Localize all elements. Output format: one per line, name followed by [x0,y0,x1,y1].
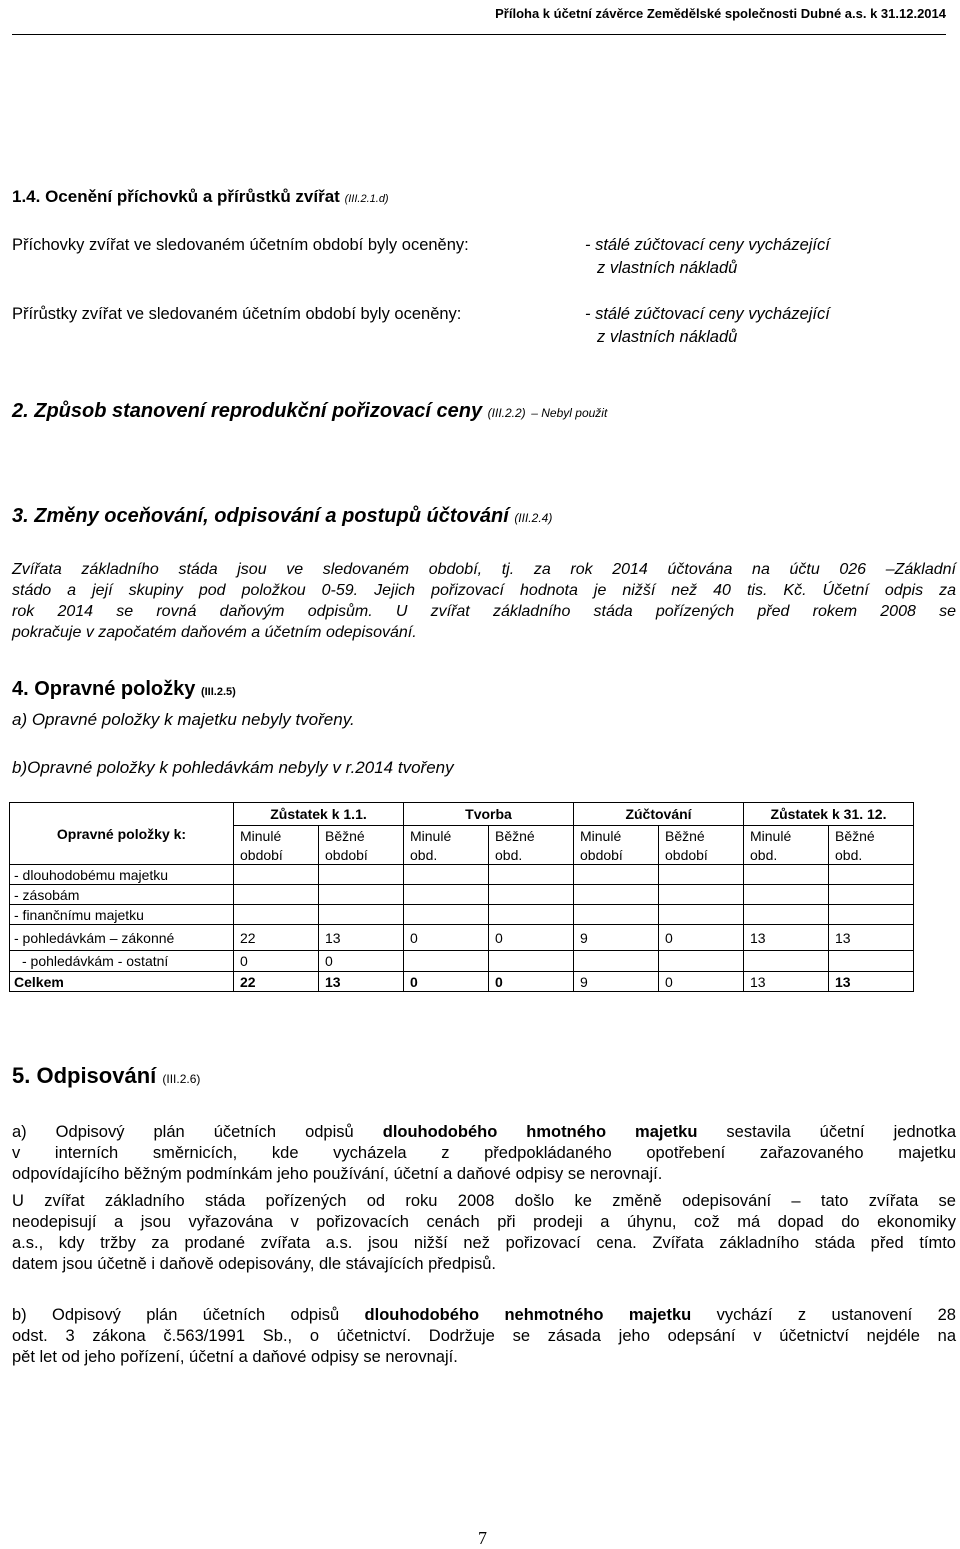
text-run: sestavila účetní jednotka [697,1123,956,1141]
row-label: Celkem [10,972,234,992]
section-4-a: a) Opravné položky k majetku nebyly tvořeny. [12,710,355,729]
table-cell: 0 [489,972,574,992]
page-header: Příloha k účetní závěrce Zemědělské společnosti Dubné a.s. k 31.12.2014 [495,6,946,21]
group-header: Tvorba [404,803,574,826]
section-5-heading [12,1063,200,1089]
table-cell [659,951,744,972]
sub-header: Minulé [234,826,319,846]
table-cell [404,885,489,905]
table-cell [744,885,829,905]
section-1-4-heading [12,187,389,207]
sub-header: Běžné [319,826,404,846]
sub-header: období [659,845,744,865]
sub-header: období [574,845,659,865]
table-cell [829,905,914,925]
table-cell: 13 [744,925,829,951]
table-cell: 0 [659,972,744,992]
table-corner: Opravné položky k: [10,803,234,865]
table-row [10,925,914,951]
row-label: - pohledávkám – zákonné [10,925,234,951]
section-5-paragraph-b [12,1305,956,1368]
sub-header: obd. [489,845,574,865]
para-line: U zvířat základního stáda pořízených od roku 2008 došlo ke změně odepisování – tato zvířata se [12,1192,956,1210]
allowances-table [9,802,914,992]
table-cell: 22 [234,972,319,992]
table-cell [319,905,404,925]
table-row [10,972,914,992]
page-number: 7 [478,1528,487,1548]
row-label: - finančnímu majetku [10,905,234,925]
group-header: Zůstatek k 1.1. [234,803,404,826]
table-cell [404,905,489,925]
para-line: odpovídajícího běžným podmínkám jeho používání, účetní a daňové odpisy se nerovnají. [12,1165,663,1183]
table-cell: 0 [234,951,319,972]
section-title: 5. Odpisování [12,1063,157,1088]
table-cell: 13 [829,972,914,992]
table-cell [234,885,319,905]
section-ref: (III.2.4) [514,511,553,525]
table-row [10,865,914,885]
sub-header: obd. [404,845,489,865]
section-note: – Nebyl použit [531,406,608,420]
section-ref: (III.2.6) [162,1072,201,1086]
group-header: Zúčtování [574,803,744,826]
para-line: pět let od jeho pořízení, účetní a daňové odpisy se nerovnají. [12,1348,458,1366]
table-cell [659,865,744,885]
row1-left: Příchovky zvířat ve sledovaném účetním období byly oceněny: [12,236,469,254]
table-cell: 0 [319,951,404,972]
section-title: 2. Způsob stanovení reprodukční pořizovací ceny [12,400,483,422]
group-header: Zůstatek k 31. 12. [744,803,914,826]
para-line: odst. 3 zákona č.563/1991 Sb., o účetnictví. Dodržuje se zásada jeho odepsání v účetnictví nejdéle na [12,1327,956,1345]
table-cell [829,885,914,905]
section-title: 4. Opravné položky [12,678,196,700]
table-cell: 13 [829,925,914,951]
table-cell [404,865,489,885]
table-row [10,951,914,972]
table-cell [744,951,829,972]
table-cell [319,885,404,905]
table-cell [829,865,914,885]
sub-header: Minulé [744,826,829,846]
sub-header: Běžné [659,826,744,846]
row2-left: Přírůstky zvířat ve sledovaném účetním období byly oceněny: [12,305,462,323]
table-cell: 13 [319,925,404,951]
table-cell: 9 [574,972,659,992]
table-header-row [10,803,914,826]
sub-header: Běžné [829,826,914,846]
row1-right-a: - stálé zúčtovací ceny vycházející [585,236,830,254]
section-3-heading [12,505,552,528]
section-2-heading [12,400,607,423]
para-line: neodepisují a jsou vyřazována v pořizovacích cenách při prodeji a úhynu, což má dopad do ekonomiky [12,1213,956,1231]
table-cell [744,905,829,925]
table-cell [489,865,574,885]
para-line [12,1122,956,1143]
text-run: b) Odpisový plán účetních odpisů [12,1306,365,1324]
para-line: pokračuje v započatém daňovém a účetním odepisování. [12,624,417,641]
table-cell: 22 [234,925,319,951]
row2-right-a: - stálé zúčtovací ceny vycházející [585,305,830,323]
table-cell [489,951,574,972]
section-title: 1.4. Ocenění příchovků a přírůstků zvířat [12,187,340,206]
section-4-b: b)Opravné položky k pohledávkám nebyly v r.2014 tvořeny [12,758,454,777]
bold-run: dlouhodobého hmotného majetku [382,1123,698,1141]
sub-header: obd. [829,845,914,865]
table-cell [659,885,744,905]
para-line: datem jsou účetně i daňově odepisovány, dle stávajících předpisů. [12,1255,496,1273]
para-line: v interních směrnicích, kde vycházela z předpokládaného opotřebení zařazovaného majetku [12,1144,956,1162]
sub-header: Běžné [489,826,574,846]
table-cell: 0 [489,925,574,951]
para-line [12,1305,956,1326]
text-run: vychází z ustanovení 28 [691,1306,956,1324]
row2-right-b: z vlastních nákladů [597,328,738,346]
sub-header: Minulé [574,826,659,846]
bold-run: dlouhodobého nehmotného majetku [364,1306,692,1324]
table-cell [659,905,744,925]
section-5-paragraph-main [12,1191,956,1275]
table-row [10,905,914,925]
para-line: stádo a její skupiny pod položkou 0-59. Jejich pořizovací hodnota je nižší než 40 tis. Kč. Účetní odpis za [12,582,956,599]
table-cell [829,951,914,972]
table-cell [319,865,404,885]
table-cell: 0 [659,925,744,951]
table-cell [489,905,574,925]
table-cell [404,951,489,972]
section-5-paragraph-a [12,1122,956,1185]
row-label: - pohledávkám - ostatní [10,951,234,972]
table-row [10,885,914,905]
table-cell: 0 [404,972,489,992]
table-cell [489,885,574,905]
table-cell [744,865,829,885]
row-label: - zásobám [10,885,234,905]
section-ref: (III.2.2) [487,406,526,420]
table-cell: 9 [574,925,659,951]
para-line: a.s., kdy tržby za prodané zvířata a.s. jsou nižší než pořizovací cena. Zvířata základního stáda před tímto [12,1234,956,1252]
section-ref: (III.2.5) [200,686,236,698]
table-cell [574,865,659,885]
sub-header: obd. [744,845,829,865]
section-3-paragraph [12,559,956,643]
table-cell: 13 [744,972,829,992]
section-title: 3. Změny oceňování, odpisování a postupů účtování [12,505,509,527]
row-label: - dlouhodobému majetku [10,865,234,885]
table-cell [574,905,659,925]
text-run: a) Odpisový plán účetních odpisů [12,1123,383,1141]
header-rule [12,34,946,35]
para-line: rok 2014 se rovná daňovým odpisům. U zvířat základního stáda pořízených před rokem 2008 se [12,603,956,620]
sub-header: období [234,845,319,865]
table-cell [574,951,659,972]
table-cell [574,885,659,905]
table-cell [234,905,319,925]
sub-header: Minulé [404,826,489,846]
table-cell [234,865,319,885]
row1-right-b: z vlastních nákladů [597,259,738,277]
section-ref: (III.2.1.d) [344,193,389,205]
section-4-heading [12,678,236,701]
table-cell: 0 [404,925,489,951]
para-line: Zvířata základního stáda jsou ve sledovaném období, tj. za rok 2014 účtována na účtu 026 –Základní [12,561,956,578]
sub-header: období [319,845,404,865]
table-cell: 13 [319,972,404,992]
